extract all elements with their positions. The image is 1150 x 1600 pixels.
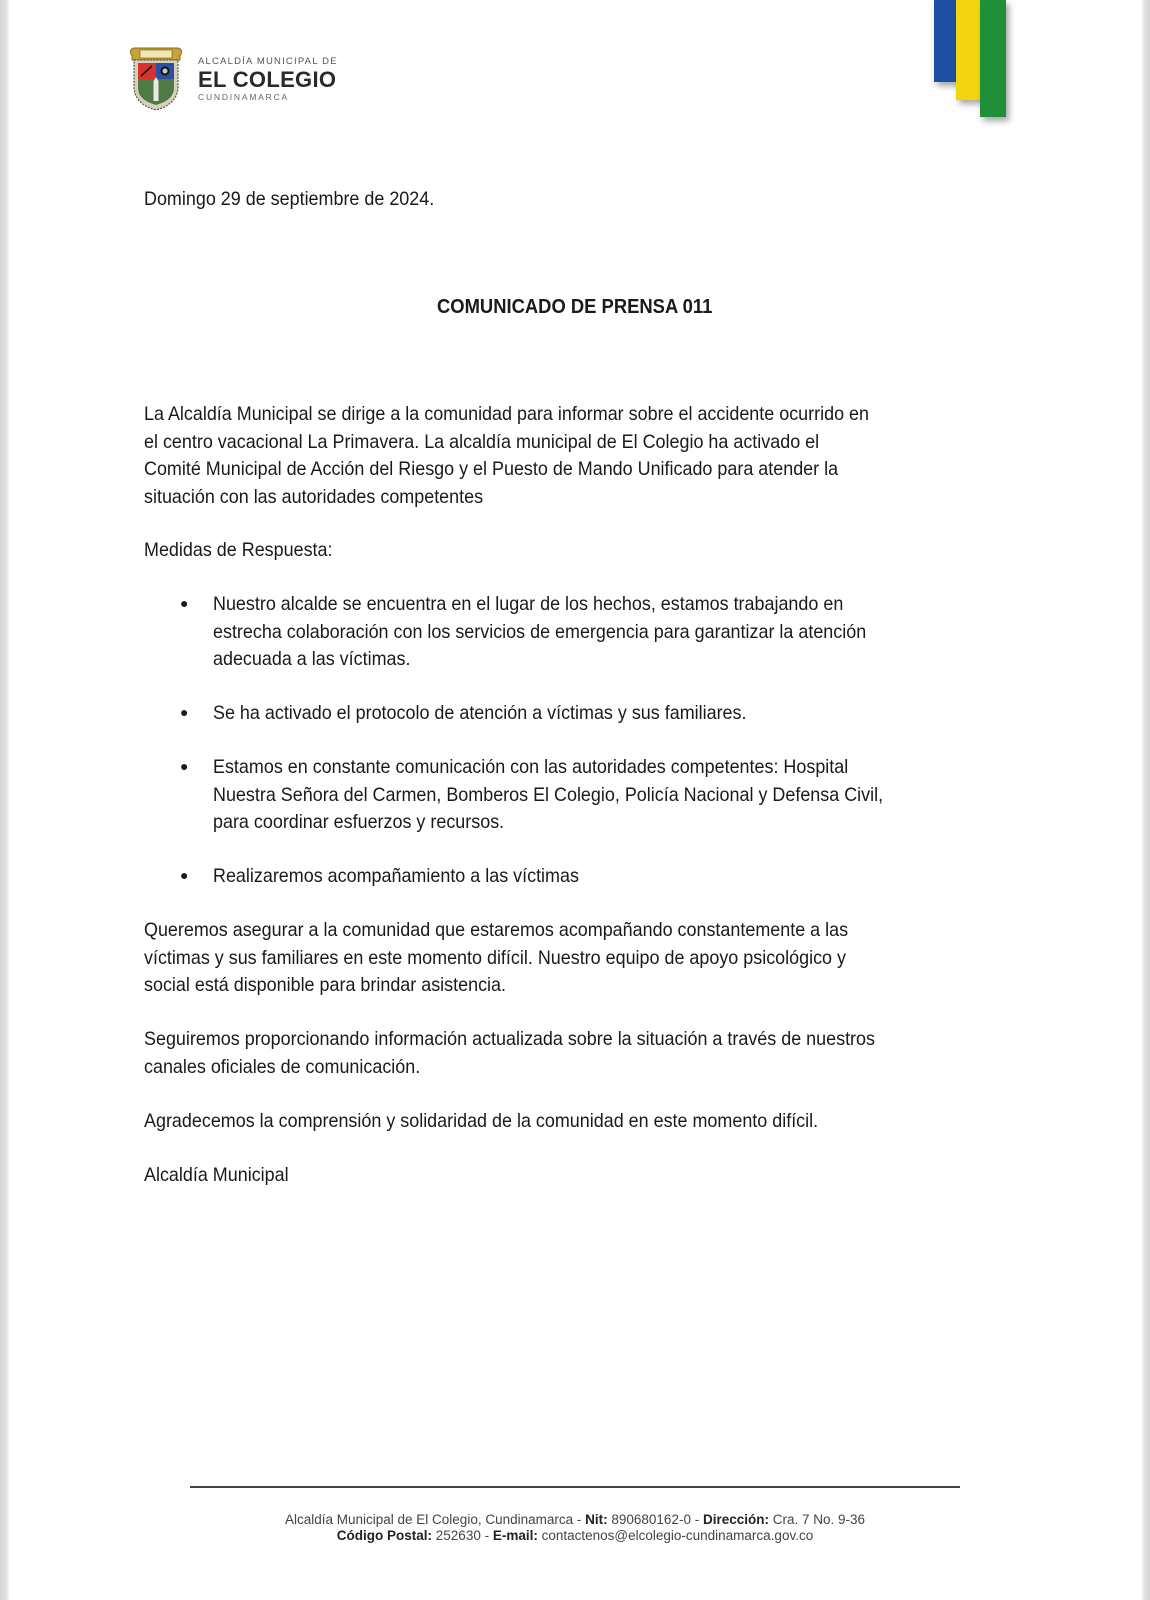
intro-line: el centro vacacional La Primavera. La alcaldía municipal de El Colegio ha activado el — [144, 430, 820, 453]
measures-heading: Medidas de Respuesta: — [144, 539, 333, 561]
document-date: Domingo 29 de septiembre de 2024. — [144, 188, 435, 210]
page-edge-right — [1142, 0, 1150, 1600]
bullet-line: Estamos en constante comunicación con las autoridades competentes: Hospital — [213, 756, 849, 778]
bullet-line: adecuada a las víctimas. — [213, 648, 411, 670]
bullet-icon: ● — [180, 704, 189, 720]
updates-line: Seguiremos proporcionando información actualizada sobre la situación a través de nuestros — [144, 1028, 875, 1050]
footer-address-value: Cra. 7 No. 9-36 — [768, 1512, 866, 1527]
updates-line: canales oficiales de comunicación. — [144, 1055, 421, 1078]
bullet-line: Nuestro alcalde se encuentra en el lugar de los hechos, estamos trabajando en — [213, 593, 844, 615]
bullet-icon: ● — [180, 595, 189, 611]
bullet-line: Nuestra Señora del Carmen, Bomberos El Colegio, Policía Nacional y Defensa Civil, — [213, 783, 884, 806]
footer-nit-value: 890680162-0 - — [607, 1512, 703, 1527]
stripe-yellow — [956, 0, 982, 100]
footer-postal-value: 252630 - — [432, 1528, 493, 1543]
footer-line-1 — [0, 1512, 1150, 1528]
flag-stripes — [934, 0, 1008, 118]
stripe-green — [980, 0, 1006, 117]
bullet-icon: ● — [180, 867, 189, 883]
bullet-line: Se ha activado el protocolo de atención a víctimas y sus familiares. — [213, 702, 747, 724]
intro-line: Comité Municipal de Acción del Riesgo y el Puesto de Mando Unificado para atender la — [144, 458, 839, 480]
footer-email-link[interactable]: contactenos@elcolegio-cundinamarca.gov.co — [537, 1528, 814, 1543]
intro-line: La Alcaldía Municipal se dirige a la comunidad para informar sobre el accidente ocurrido en — [144, 403, 869, 425]
coat-of-arms-icon — [126, 46, 186, 112]
footer-line-2 — [0, 1528, 1150, 1544]
footer-nit-label: Nit: — [585, 1512, 608, 1527]
signature: Alcaldía Municipal — [144, 1164, 289, 1186]
updates-paragraph — [144, 1026, 935, 1081]
document-title-text: COMUNICADO DE PRENSA 011 — [437, 296, 713, 318]
bullet-line: estrecha colaboración con los servicios de emergencia para garantizar la atención — [213, 620, 867, 643]
logo-subtitle: ALCALDÍA MUNICIPAL DE — [198, 56, 338, 67]
logo-title: EL COLEGIO — [198, 66, 337, 92]
footer-postal-label: Código Postal: — [336, 1528, 433, 1543]
footer-email-label: E-mail: — [492, 1528, 538, 1543]
bullet-line: para coordinar esfuerzos y recursos. — [213, 811, 505, 833]
support-line: Queremos asegurar a la comunidad que estaremos acompañando constantemente a las — [144, 919, 849, 941]
support-line: social está disponible para brindar asistencia. — [144, 974, 507, 996]
footer-divider — [190, 1486, 960, 1488]
logo-region: CUNDINAMARCA — [198, 91, 290, 102]
intro-line: situación con las autoridades competentes — [144, 485, 484, 508]
support-paragraph — [144, 917, 935, 1000]
footer-address-label: Dirección: — [702, 1512, 769, 1527]
municipality-logo — [126, 46, 338, 112]
document-title — [0, 296, 1150, 319]
bullet-icon: ● — [180, 758, 189, 774]
thanks-paragraph: Agradecemos la comprensión y solidaridad de la comunidad en este momento difícil. — [144, 1110, 819, 1132]
footer-entity: Alcaldía Municipal de El Colegio, Cundinamarca - — [284, 1512, 586, 1527]
page-edge-left — [0, 0, 9, 1600]
intro-paragraph — [144, 401, 935, 511]
support-line: víctimas y sus familiares en este momento difícil. Nuestro equipo de apoyo psicológico y — [144, 946, 846, 969]
bullet-line: Realizaremos acompañamiento a las víctimas — [213, 865, 579, 887]
